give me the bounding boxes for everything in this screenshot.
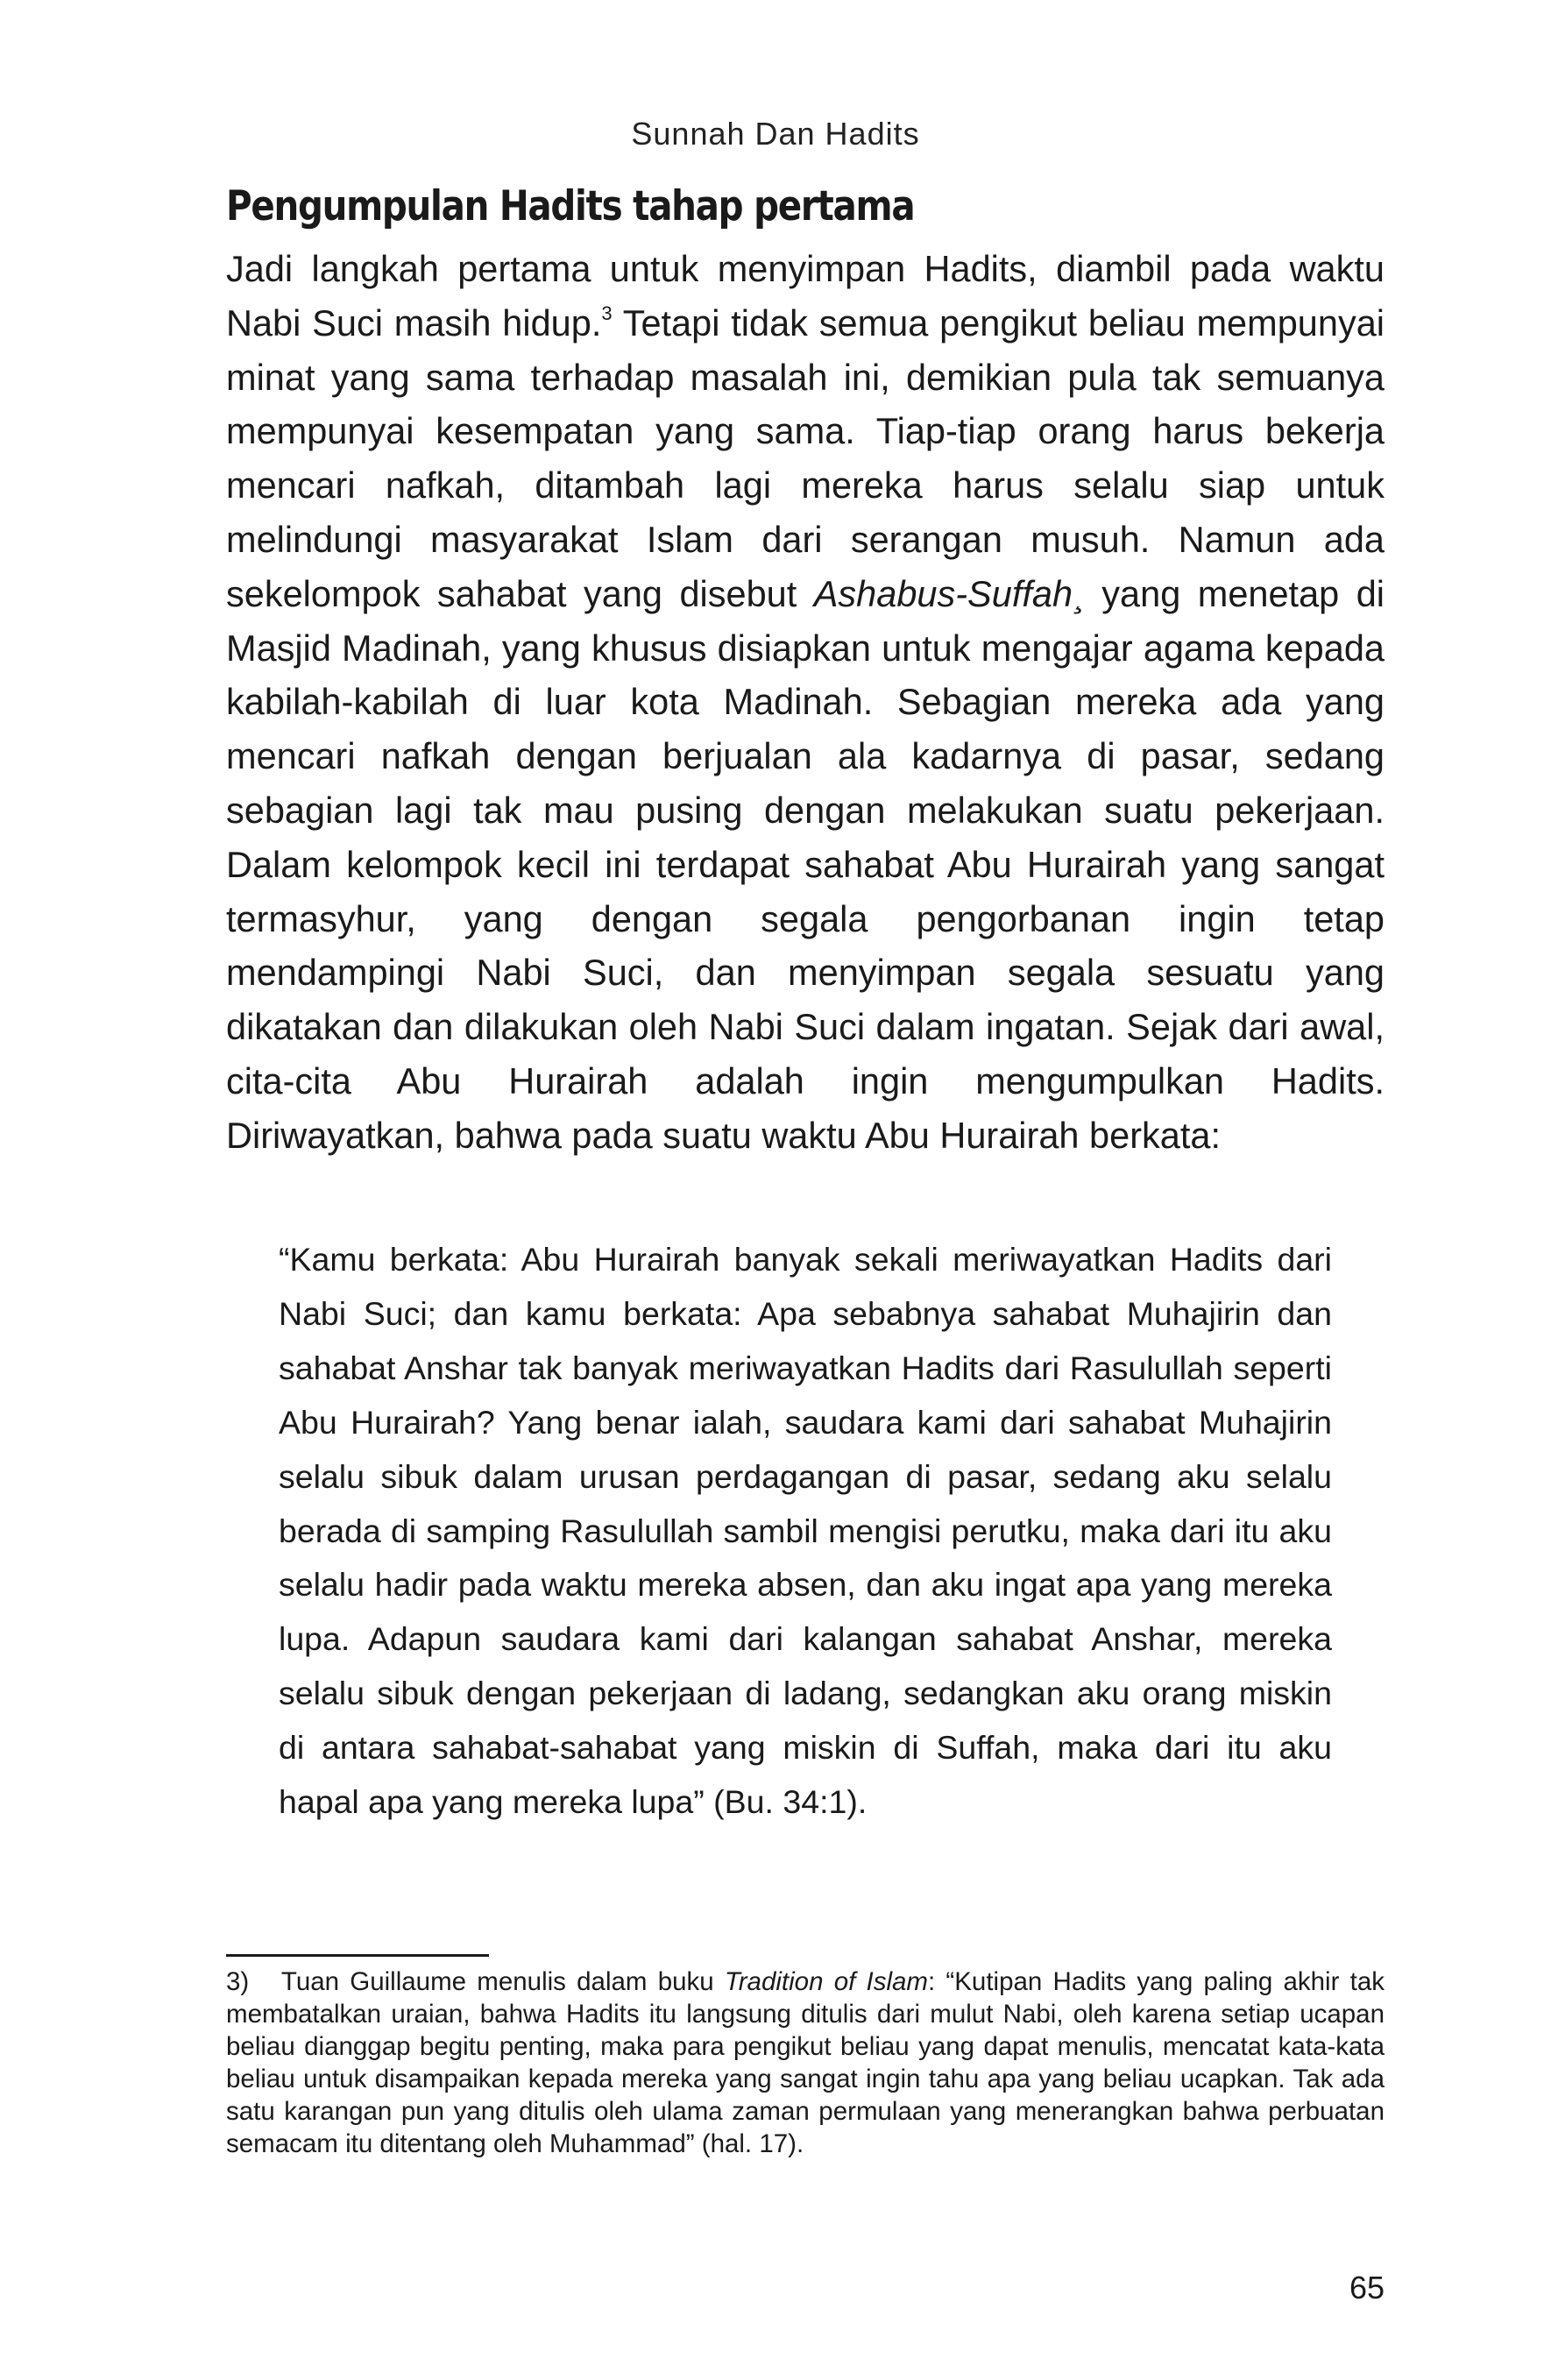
footnote-marker: 3) bbox=[226, 1967, 250, 1996]
footnote-reference[interactable]: 3 bbox=[601, 301, 613, 324]
body-text-part-3: yang menetap di Masjid Madinah, yang khusus disiapkan untuk mengajar agama kepada kabilah-kabilah di luar kota Madinah. Sebagian mereka ada yang mencari nafkah dengan berjualan ala kadarnya di pasar, sedang sebagian lagi tak mau pusing dengan melakukan suatu pekerjaan. Dalam kelompok kecil ini terdapat sahabat Abu Hurairah yang sangat termasyhur, yang dengan segala pengorbanan ingin tetap mendampingi Nabi Suci, dan menyimpan segala sesuatu yang dikatakan dan dilakukan oleh Nabi Suci dalam ingatan. Sejak dari awal, cita-cita Abu Hurairah adalah ingin mengumpulkan Hadits. Diriwayatkan, bahwa pada suatu waktu Abu Hurairah berkata: bbox=[226, 572, 1385, 1156]
footnote bbox=[226, 1966, 1385, 2160]
block-quote: “Kamu berkata: Abu Hurairah banyak sekali meriwayatkan Hadits dari Nabi Suci; dan kamu berkata: Apa sebabnya sahabat Muhajirin dan sahabat Anshar tak banyak meriwayatkan Hadits dari Rasulullah seperti Abu Hurairah? Yang benar ialah, saudara kami dari sahabat Muhajirin selalu sibuk dalam urusan perdagangan di pasar, sedang aku selalu berada di samping Rasulullah sambil mengisi perutku, maka dari itu aku selalu hadir pada waktu mereka absen, dan aku ingat apa yang mereka lupa. Adapun saudara kami dari kalangan sahabat Anshar, mereka selalu sibuk dengan pekerjaan di ladang, sedangkan aku orang miskin di antara sahabat-sahabat yang miskin di Suffah, maka dari itu aku hapal apa yang mereka lupa” (Bu. 34:1). bbox=[279, 1241, 1332, 1821]
running-header: Sunnah Dan Hadits bbox=[631, 116, 920, 152]
footnote-divider bbox=[226, 1954, 489, 1957]
body-text-part-1: Jadi langkah pertama untuk menyimpan Hadits, diambil pada waktu Nabi Suci masih hidup. bbox=[226, 248, 1385, 344]
section-title: Pengumpulan Hadits tahap pertama bbox=[226, 182, 915, 230]
footnote-text-rest: : “Kutipan Hadits yang paling akhir tak membatalkan uraian, bahwa Hadits itu langsung ditulis dari mulut Nabi, oleh karena setiap ucapan beliau dianggap begitu penting, maka para pengikut beliau yang dapat menulis, mencatat kata-kata beliau untuk disampaikan kepada mereka yang sangat ingin tahu apa yang beliau ucapkan. Tak ada satu karangan pun yang ditulis oleh ulama zaman permulaan yang menerangkan bahwa perbuatan semacam itu ditentang oleh Muhammad” (hal. 17). bbox=[226, 1967, 1385, 2158]
footnote-text-start: Tuan Guillaume menulis dalam buku bbox=[280, 1967, 725, 1996]
body-text-part-2: Tetapi tidak semua pengikut beliau mempunyai minat yang sama terhadap masalah ini, demikian pula tak semuanya mempunyai kesempatan yang sama. Tiap-tiap orang harus bekerja mencari nafkah, ditambah lagi mereka harus selalu siap untuk melindungi masyarakat Islam dari serangan musuh. Namun ada sekelompok sahabat yang disebut bbox=[226, 301, 1385, 614]
page-number: 65 bbox=[1349, 2270, 1385, 2306]
body-paragraph bbox=[226, 242, 1385, 1163]
italic-term: Ashabus-Suffah¸ bbox=[813, 572, 1085, 614]
footnote-book-title: Tradition of Islam bbox=[724, 1967, 929, 1996]
